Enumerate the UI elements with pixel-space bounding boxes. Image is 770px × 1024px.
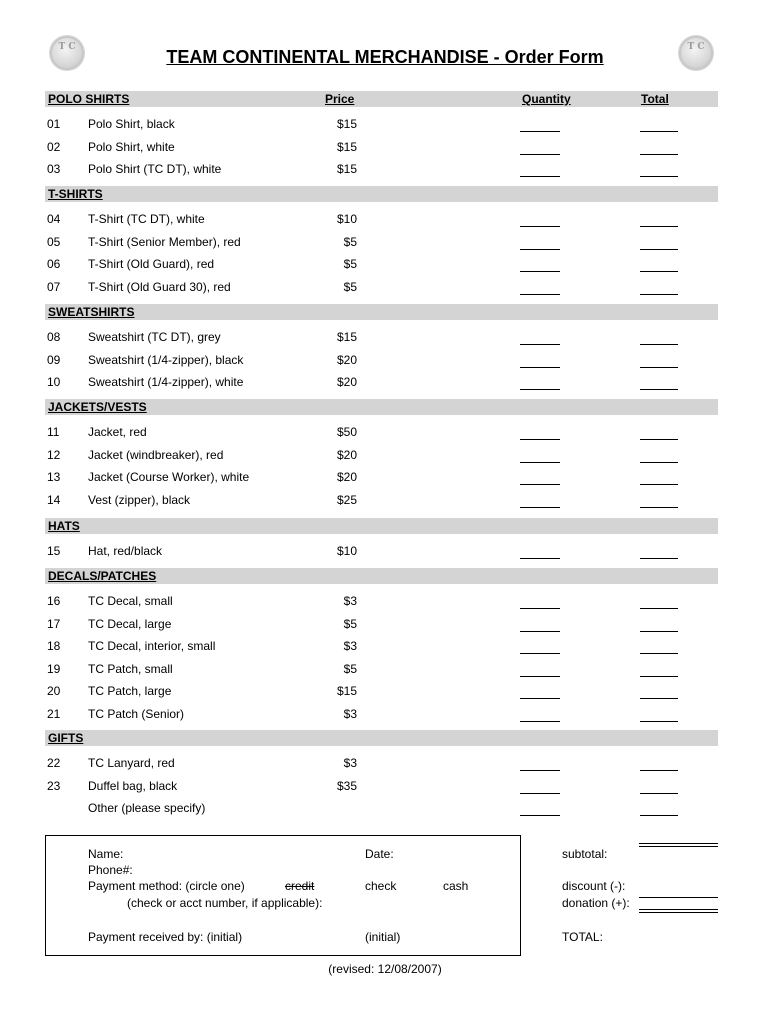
item-price: $3 [343,706,357,721]
item-price: $3 [343,639,357,653]
total-blank[interactable] [640,176,678,177]
table-row [0,375,770,393]
payment-method-label: Payment method: (circle one) [88,879,245,893]
table-row [0,617,770,635]
item-number: 17 [47,616,61,631]
received-label: Payment received by: (initial) [88,930,243,944]
table-row [0,662,770,680]
item-number: 15 [47,544,61,558]
item-number: 20 [47,684,61,698]
item-price: $20 [336,375,357,389]
total-blank[interactable] [640,484,678,485]
total-blank[interactable] [640,271,678,272]
quantity-blank[interactable] [520,770,560,771]
item-price: $15 [336,139,357,154]
item-price: $10 [336,544,357,558]
tc-logo-right: T C [679,36,713,70]
total-blank[interactable] [640,344,678,345]
item-name: Sweatshirt (1/4-zipper), white [88,375,244,389]
total-blank[interactable] [640,721,678,722]
table-row [0,470,770,488]
item-name: Duffel bag, black [88,778,178,793]
item-price: $25 [336,492,357,507]
item-price: $10 [336,212,357,226]
date-label: Date: [365,847,394,861]
quantity-blank[interactable] [520,558,560,559]
quantity-blank[interactable] [520,793,560,794]
item-name: T-Shirt (Senior Member), red [88,234,241,249]
item-number: 19 [47,661,61,676]
total-label: TOTAL: [562,930,603,944]
table-row [0,594,770,612]
quantity-blank[interactable] [520,608,560,609]
quantity-blank[interactable] [520,294,560,295]
table-row [0,257,770,275]
item-name: Vest (zipper), black [88,492,191,507]
item-price: $20 [336,447,357,462]
table-row [0,353,770,371]
item-name: Polo Shirt, black [88,117,175,131]
item-number: 01 [47,117,61,131]
item-number: 09 [47,352,61,367]
table-row [0,162,770,180]
item-name: Polo Shirt (TC DT), white [88,162,222,176]
section-title: T-SHIRTS [48,187,103,201]
table-row [0,140,770,158]
quantity-blank[interactable] [520,653,560,654]
quantity-blank[interactable] [520,367,560,368]
column-header-total: Total [641,92,669,106]
table-row [0,330,770,348]
column-header-price: Price [325,92,355,106]
item-number: 10 [47,375,61,389]
check-note: (check or acct number, if applicable): [127,896,323,910]
table-row [0,493,770,511]
item-name: Jacket (windbreaker), red [88,447,224,462]
item-number: 22 [47,756,61,770]
quantity-blank[interactable] [520,154,560,155]
item-price: $15 [336,117,357,131]
quantity-blank[interactable] [520,439,560,440]
table-row [0,235,770,253]
name-label: Name: [88,847,124,861]
quantity-blank[interactable] [520,176,560,177]
table-row [0,779,770,797]
payment-option-credit[interactable]: credit [285,879,315,893]
total-blank[interactable] [640,507,678,508]
item-price: $15 [336,684,357,698]
table-row [0,639,770,657]
total-blank[interactable] [640,294,678,295]
section-title: JACKETS/VESTS [48,400,147,414]
payment-option-cash[interactable]: cash [443,879,469,893]
quantity-blank[interactable] [520,271,560,272]
item-name: TC Decal, large [88,616,172,631]
section-header [45,186,718,202]
item-name: Jacket (Course Worker), white [88,470,250,484]
total-blank[interactable] [640,608,678,609]
table-row [0,425,770,443]
quantity-blank[interactable] [520,631,560,632]
donation-label: donation (+): [562,896,630,910]
quantity-blank[interactable] [520,484,560,485]
item-number: 23 [47,778,61,793]
item-price: $35 [336,778,357,793]
item-name: Hat, red/black [88,544,163,558]
item-price: $5 [343,661,357,676]
item-name: TC Patch, small [88,661,173,676]
quantity-blank[interactable] [520,226,560,227]
total-blank[interactable] [640,462,678,463]
item-name: T-Shirt (TC DT), white [88,212,205,226]
total-blank[interactable] [640,558,678,559]
item-number: 03 [47,162,61,176]
payment-option-check[interactable]: check [365,879,397,893]
item-price: $3 [343,756,357,770]
table-row [0,212,770,230]
item-name: T-Shirt (Old Guard), red [88,257,215,271]
table-row [0,280,770,298]
item-name: TC Patch, large [88,684,172,698]
item-number: 16 [47,594,61,608]
item-name: Polo Shirt, white [88,139,175,154]
item-number: 07 [47,279,61,294]
total-blank[interactable] [640,815,678,816]
quantity-blank[interactable] [520,344,560,345]
table-row [0,801,770,819]
item-number: 11 [47,425,60,439]
item-number: 18 [47,639,61,653]
revision-note: (revised: 12/08/2007) [328,962,442,976]
item-price: $5 [343,616,357,631]
item-name: TC Decal, small [88,594,173,608]
quantity-blank[interactable] [520,698,560,699]
section-title: DECALS/PATCHES [48,569,157,583]
total-blank[interactable] [640,793,678,794]
table-row [0,756,770,774]
item-number: 13 [47,470,61,484]
item-price: $15 [336,330,357,344]
quantity-blank[interactable] [520,676,560,677]
item-name: Other (please specify) [88,801,206,815]
total-blank[interactable] [640,154,678,155]
section-title: HATS [48,519,80,533]
item-name: Sweatshirt (TC DT), grey [88,330,221,344]
item-price: $5 [343,234,357,249]
subtotal-label: subtotal: [562,847,608,861]
item-number: 06 [47,257,61,271]
section-header [45,518,718,534]
total-blank[interactable] [640,226,678,227]
total-blank[interactable] [640,676,678,677]
section-header [45,399,718,415]
item-number: 02 [47,139,61,154]
initial-label: (initial) [365,930,401,944]
section-header [45,304,718,320]
quantity-blank[interactable] [520,462,560,463]
table-row [0,684,770,702]
item-name: Jacket, red [88,425,147,439]
item-number: 08 [47,330,61,344]
item-name: TC Patch (Senior) [88,706,185,721]
item-price: $5 [343,257,357,271]
page-title: TEAM CONTINENTAL MERCHANDISE - Order Form [166,47,604,67]
item-number: 14 [47,492,61,507]
item-name: TC Lanyard, red [88,756,175,770]
section-header [45,568,718,584]
total-blank[interactable] [640,131,678,132]
total-blank[interactable] [640,389,678,390]
quantity-blank[interactable] [520,721,560,722]
item-price: $20 [336,352,357,367]
discount-line[interactable] [639,897,718,898]
quantity-blank[interactable] [520,815,560,816]
total-blank[interactable] [640,770,678,771]
item-number: 12 [47,447,61,462]
quantity-blank[interactable] [520,507,560,508]
item-number: 05 [47,234,61,249]
quantity-blank[interactable] [520,249,560,250]
section-header [45,730,718,746]
tc-logo-left: T C [50,36,84,70]
total-blank[interactable] [640,653,678,654]
item-price: $5 [343,279,357,294]
section-title: POLO SHIRTS [48,92,130,106]
total-blank[interactable] [640,631,678,632]
section-header [45,91,718,107]
item-number: 21 [47,706,61,721]
total-blank[interactable] [640,249,678,250]
table-row [0,117,770,135]
phone-label: Phone#: [88,863,133,877]
section-title: GIFTS [48,731,84,745]
table-row [0,448,770,466]
total-blank[interactable] [640,439,678,440]
item-price: $15 [336,162,357,176]
donation-rule[interactable] [639,909,718,913]
item-name: T-Shirt (Old Guard 30), red [88,279,231,294]
item-price: $20 [336,470,357,484]
item-name: TC Decal, interior, small [88,639,216,653]
total-blank[interactable] [640,367,678,368]
quantity-blank[interactable] [520,389,560,390]
table-row [0,707,770,725]
table-row [0,544,770,562]
total-blank[interactable] [640,698,678,699]
section-title: SWEATSHIRTS [48,305,135,319]
quantity-blank[interactable] [520,131,560,132]
item-price: $50 [336,425,357,439]
column-header-quantity: Quantity [522,92,571,106]
discount-label: discount (-): [562,879,626,893]
subtotal-rule [639,843,718,847]
item-name: Sweatshirt (1/4-zipper), black [88,352,244,367]
item-number: 04 [47,212,61,226]
item-price: $3 [343,594,357,608]
